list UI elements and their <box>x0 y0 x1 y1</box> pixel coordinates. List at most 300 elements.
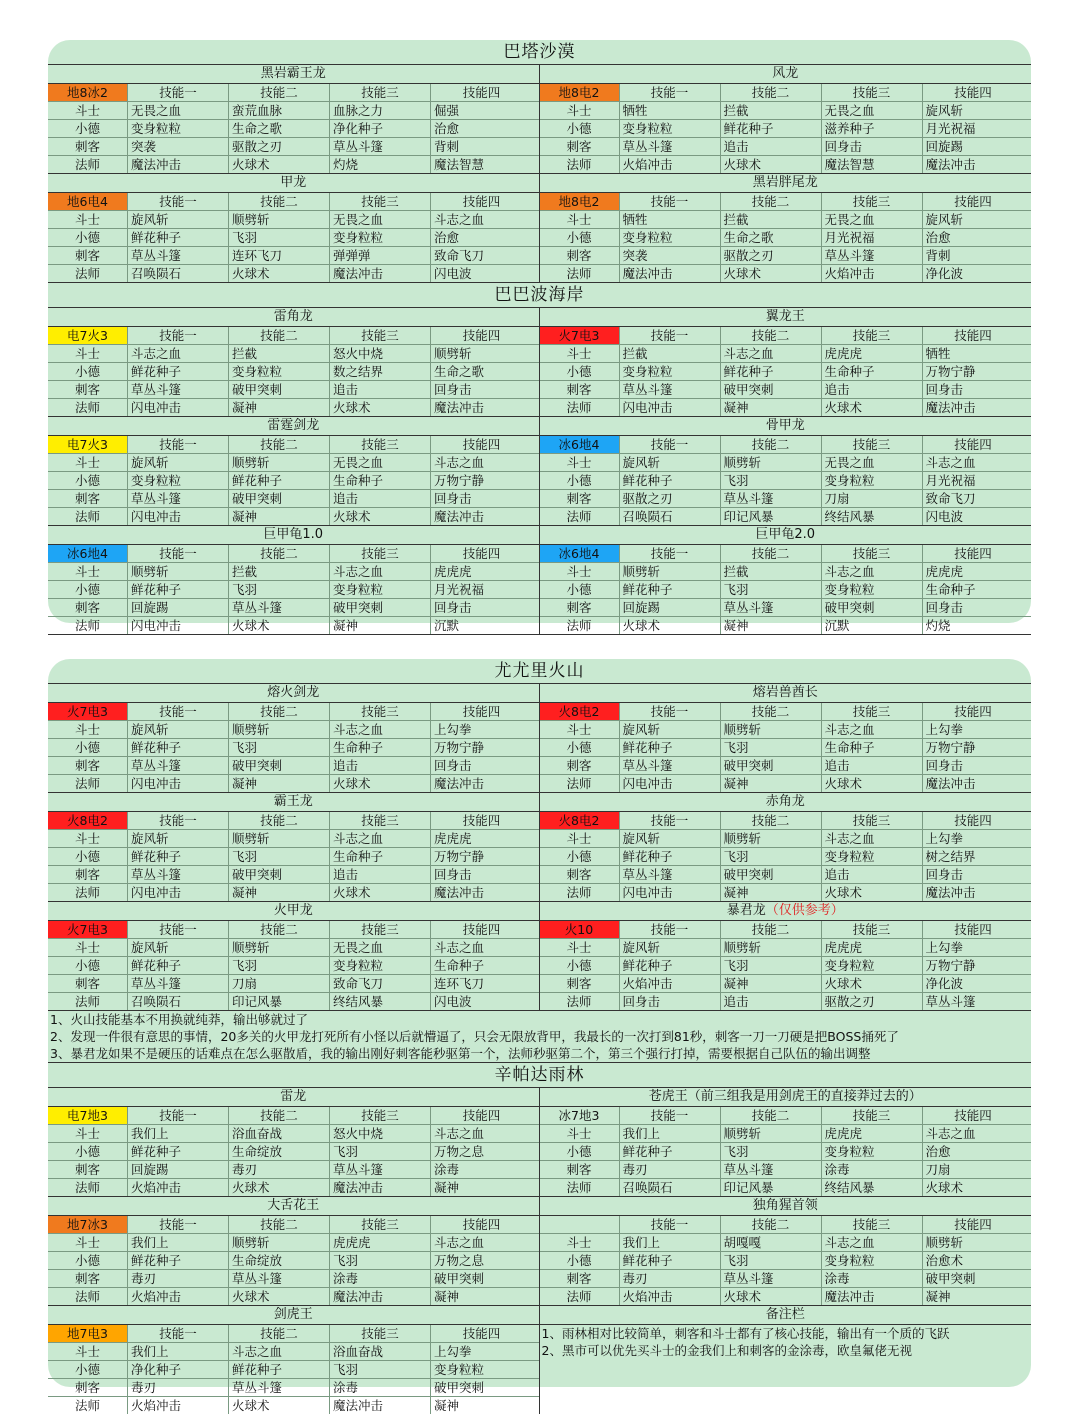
skill-cell: 拦截 <box>620 345 721 362</box>
skill-cell: 上勾拳 <box>925 831 964 846</box>
skill-cell: 万物宁静 <box>925 958 976 973</box>
skill-cell: 毒刃 <box>620 1270 721 1287</box>
skill-cell: 顺劈斩 <box>721 939 822 956</box>
skill-cell: 万物之息 <box>434 1144 485 1159</box>
skill-header: 技能三 <box>330 1216 431 1233</box>
skill-cell: 回身击 <box>434 600 472 615</box>
skill-cell: 万物宁静 <box>925 740 976 755</box>
boss-name-text: 黑岩霸王龙 <box>260 66 326 81</box>
class-name: 小德 <box>48 957 128 974</box>
class-name: 斗士 <box>540 345 620 362</box>
boss-table <box>48 308 540 416</box>
class-name: 斗士 <box>540 721 620 738</box>
skill-cell: 虎虎虎 <box>822 1125 923 1142</box>
class-row <box>48 866 539 884</box>
skills-header-row <box>48 921 539 939</box>
skill-header: 技能四 <box>954 194 992 209</box>
skill-cell: 追击 <box>721 138 822 155</box>
class-name: 小德 <box>48 739 128 756</box>
class-row <box>540 975 1032 993</box>
skill-cell: 治愈 <box>925 1144 951 1159</box>
element-tag: 地8冰2 <box>48 84 128 101</box>
skill-header: 技能一 <box>620 921 721 938</box>
skill-cell: 胡嘎嘎 <box>721 1234 822 1251</box>
skill-cell: 斗志之血 <box>721 345 822 362</box>
skill-cell: 破甲突刺 <box>721 757 822 774</box>
class-name: 小德 <box>48 120 128 137</box>
skill-cell: 月光祝福 <box>925 473 976 488</box>
skill-cell: 飞羽 <box>229 848 330 865</box>
skill-cell: 火球术 <box>925 1180 964 1195</box>
class-name: 斗士 <box>540 939 620 956</box>
class-row <box>48 1343 539 1361</box>
skill-cell: 斗志之血 <box>434 212 485 227</box>
skill-header: 技能三 <box>330 327 431 344</box>
skill-cell: 草丛斗篷 <box>620 757 721 774</box>
class-name: 法师 <box>540 993 620 1010</box>
skill-cell: 飞羽 <box>229 739 330 756</box>
class-row <box>48 1252 539 1270</box>
boss-name-text: 大舌花王 <box>267 1198 320 1213</box>
class-name: 法师 <box>48 775 128 792</box>
skill-cell: 生命之歌 <box>229 120 330 137</box>
boss-table <box>540 1088 1032 1196</box>
skill-cell: 鲜花种子 <box>128 848 229 865</box>
skill-cell: 草丛斗篷 <box>330 138 431 155</box>
class-name: 刺客 <box>540 247 620 264</box>
skill-cell: 召唤陨石 <box>128 265 229 282</box>
element-tag: 火7电3 <box>540 327 620 344</box>
class-row <box>48 138 539 156</box>
skill-cell: 鲜花种子 <box>128 363 229 380</box>
skill-cell: 魔法冲击 <box>434 400 485 415</box>
boss-row <box>48 417 1031 526</box>
skill-cell: 刀扇 <box>925 1162 951 1177</box>
skill-header: 技能二 <box>721 545 822 562</box>
class-name: 刺客 <box>48 247 128 264</box>
skill-cell: 顺劈斩 <box>128 563 229 580</box>
skill-header: 技能三 <box>330 84 431 101</box>
skills-header-row <box>540 436 1032 454</box>
skill-cell: 涂毒 <box>330 1379 431 1396</box>
skill-cell: 连环飞刀 <box>229 247 330 264</box>
skill-cell: 印记风暴 <box>721 508 822 525</box>
boss-table <box>540 1197 1032 1305</box>
skill-cell: 净化波 <box>925 266 964 281</box>
skill-cell: 万物宁静 <box>434 849 485 864</box>
class-name: 小德 <box>48 363 128 380</box>
skill-cell: 万物宁静 <box>434 473 485 488</box>
skill-cell: 驱散之刃 <box>822 993 923 1010</box>
skill-header: 技能一 <box>128 193 229 210</box>
skill-cell: 闪电冲击 <box>128 775 229 792</box>
skill-cell: 魔法冲击 <box>620 265 721 282</box>
skill-cell: 无畏之血 <box>330 939 431 956</box>
skill-header: 技能二 <box>721 812 822 829</box>
skill-cell: 我们上 <box>128 1234 229 1251</box>
skills-header-row <box>48 1107 539 1125</box>
note-line: 2、发现一件很有意思的事情，20多关的火甲龙打死所有小怪以后就懵逼了，只会无限放背甲，我最长的一次打到81秒，刺客一刀一刀硬是把BOSS捅死了 <box>50 1029 899 1044</box>
skill-cell: 魔法冲击 <box>434 776 485 791</box>
skills-header-row <box>48 545 539 563</box>
boss-name <box>540 684 1032 703</box>
class-row <box>540 399 1032 416</box>
skill-header: 技能四 <box>462 1326 501 1341</box>
skill-cell: 草丛斗篷 <box>128 247 229 264</box>
skill-cell: 魔法冲击 <box>434 885 485 900</box>
boss-name <box>540 902 1032 921</box>
class-name: 斗士 <box>48 1125 128 1142</box>
class-name: 刺客 <box>48 757 128 774</box>
boss-table <box>48 174 540 282</box>
class-row <box>540 508 1032 525</box>
skills-header-row <box>48 84 539 102</box>
skill-header: 技能三 <box>822 1216 923 1233</box>
skill-header: 技能一 <box>128 1216 229 1233</box>
skill-cell: 破甲突刺 <box>721 866 822 883</box>
skill-header: 技能三 <box>330 921 431 938</box>
boss-table <box>540 902 1032 1010</box>
skill-cell: 终结风暴 <box>822 1179 923 1196</box>
class-row <box>48 581 539 599</box>
skill-header: 技能二 <box>721 1107 822 1124</box>
region-title: 辛帕达雨林 <box>48 1063 1031 1088</box>
boss-name-text: 巨甲龟1.0 <box>263 527 324 542</box>
class-row <box>48 599 539 617</box>
skill-cell: 火球术 <box>822 884 923 901</box>
class-row <box>540 563 1032 581</box>
class-row <box>540 1288 1032 1305</box>
class-row <box>540 102 1032 120</box>
skill-cell: 召唤陨石 <box>620 1179 721 1196</box>
skill-cell: 魔法冲击 <box>925 400 976 415</box>
class-name: 法师 <box>540 775 620 792</box>
class-name: 刺客 <box>48 975 128 992</box>
boss-name-text: 黑岩胖尾龙 <box>752 175 818 190</box>
boss-name-text: 剑虎王 <box>273 1307 313 1322</box>
skill-cell: 鲜花种子 <box>620 957 721 974</box>
skill-header: 技能四 <box>462 1108 501 1123</box>
boss-table <box>540 174 1032 282</box>
skill-cell: 回旋踢 <box>128 599 229 616</box>
skill-cell: 火球术 <box>229 617 330 634</box>
skill-cell: 生命之歌 <box>721 229 822 246</box>
skill-cell: 树之结界 <box>925 849 976 864</box>
skill-cell: 斗志之血 <box>330 830 431 847</box>
skill-cell: 破甲突刺 <box>330 599 431 616</box>
boss-name-text: 雷霆剑龙 <box>267 418 320 433</box>
remark-line: 2、黑市可以优先买斗士的金我们上和刺客的金涂毒，欧皇氟佬无视 <box>541 1343 912 1358</box>
class-row <box>540 229 1032 247</box>
skill-cell: 顺劈斩 <box>229 939 330 956</box>
skill-cell: 背刺 <box>925 248 951 263</box>
skill-cell: 无畏之血 <box>822 102 923 119</box>
skill-header: 技能二 <box>229 545 330 562</box>
skill-header: 技能三 <box>330 1325 431 1342</box>
class-row <box>48 1143 539 1161</box>
skill-cell: 倔强 <box>434 103 460 118</box>
skill-cell: 旋风斩 <box>925 212 964 227</box>
skills-header-row <box>48 812 539 830</box>
class-name: 刺客 <box>540 1270 620 1287</box>
class-row <box>540 1270 1032 1288</box>
class-name: 刺客 <box>540 490 620 507</box>
skill-header: 技能四 <box>462 85 501 100</box>
class-row <box>48 1288 539 1305</box>
skill-cell: 草丛斗篷 <box>822 247 923 264</box>
class-row <box>540 957 1032 975</box>
class-name: 小德 <box>540 1143 620 1160</box>
boss-row <box>48 684 1031 793</box>
class-name: 刺客 <box>540 1161 620 1178</box>
skill-cell: 火焰冲击 <box>128 1179 229 1196</box>
class-row <box>48 247 539 265</box>
skill-cell: 驱散之刃 <box>721 247 822 264</box>
class-row <box>48 1397 539 1414</box>
skill-cell: 火球术 <box>330 508 431 525</box>
class-name: 刺客 <box>48 1161 128 1178</box>
skills-header-row <box>540 1216 1032 1234</box>
boss-name-text: 风龙 <box>772 66 799 81</box>
class-name: 法师 <box>48 508 128 525</box>
skill-header: 技能三 <box>330 812 431 829</box>
boss-name <box>48 684 539 703</box>
element-tag: 火8电2 <box>540 703 620 720</box>
boss-note: （仅供参考） <box>765 903 844 918</box>
skill-cell: 飞羽 <box>229 581 330 598</box>
class-row <box>540 381 1032 399</box>
skill-header: 技能二 <box>229 84 330 101</box>
skill-cell: 追击 <box>822 757 923 774</box>
skill-cell: 飞羽 <box>229 957 330 974</box>
skill-cell: 顺劈斩 <box>620 563 721 580</box>
skill-cell: 鲜花种子 <box>128 581 229 598</box>
skill-cell: 鲜花种子 <box>128 1143 229 1160</box>
boss-name <box>540 417 1032 436</box>
boss-table <box>540 526 1032 634</box>
skill-cell: 牺牲 <box>620 211 721 228</box>
skill-cell: 鲜花种子 <box>128 957 229 974</box>
boss-table <box>540 417 1032 525</box>
class-row <box>540 739 1032 757</box>
skill-cell: 飞羽 <box>330 1143 431 1160</box>
class-row <box>48 508 539 525</box>
skill-header: 技能一 <box>620 703 721 720</box>
skill-header: 技能二 <box>229 1325 330 1342</box>
skill-header: 技能三 <box>330 1107 431 1124</box>
skill-cell: 飞羽 <box>229 229 330 246</box>
skill-cell: 回身击 <box>925 382 964 397</box>
skill-header: 技能二 <box>721 921 822 938</box>
skill-cell: 净化种子 <box>330 120 431 137</box>
class-name: 法师 <box>48 265 128 282</box>
class-row <box>540 775 1032 792</box>
class-name: 小德 <box>48 1361 128 1378</box>
skill-cell: 火球术 <box>822 399 923 416</box>
skill-header: 技能二 <box>229 436 330 453</box>
skill-header: 技能一 <box>128 436 229 453</box>
boss-name <box>48 308 539 327</box>
class-name: 刺客 <box>48 1379 128 1396</box>
skill-cell: 我们上 <box>128 1343 229 1360</box>
skill-cell: 我们上 <box>620 1234 721 1251</box>
class-name: 小德 <box>48 1252 128 1269</box>
element-tag: 火7电3 <box>48 703 128 720</box>
skill-cell: 毒刃 <box>229 1161 330 1178</box>
skill-cell: 涂毒 <box>434 1162 460 1177</box>
class-row <box>48 363 539 381</box>
skill-cell: 拦截 <box>721 211 822 228</box>
skill-cell: 血脉之力 <box>330 102 431 119</box>
boss-name <box>48 1197 539 1216</box>
boss-name-text: 骨甲龙 <box>765 418 805 433</box>
skill-cell: 飞羽 <box>721 739 822 756</box>
skill-cell: 拦截 <box>721 102 822 119</box>
skill-cell: 万物之息 <box>434 1253 485 1268</box>
class-row <box>540 454 1032 472</box>
skill-cell: 变身粒粒 <box>620 229 721 246</box>
skills-header-row <box>48 1216 539 1234</box>
skill-header: 技能一 <box>128 1107 229 1124</box>
class-name: 法师 <box>48 993 128 1010</box>
skill-cell: 终结风暴 <box>822 508 923 525</box>
remark-title: 备注栏 <box>540 1306 1032 1325</box>
class-row <box>540 1252 1032 1270</box>
element-tag: 电7地3 <box>48 1107 128 1124</box>
skill-cell: 驱散之刃 <box>620 490 721 507</box>
skill-cell: 斗志之血 <box>434 1126 485 1141</box>
class-name: 刺客 <box>48 1270 128 1287</box>
skill-cell: 顺劈斩 <box>229 721 330 738</box>
skill-cell: 沉默 <box>822 617 923 634</box>
skill-cell: 万物宁静 <box>925 364 976 379</box>
class-row <box>48 1379 539 1397</box>
skill-cell: 旋风斩 <box>128 830 229 847</box>
class-name: 斗士 <box>48 939 128 956</box>
class-row <box>48 939 539 957</box>
skill-header: 技能四 <box>954 437 992 452</box>
class-name: 法师 <box>48 1288 128 1305</box>
skill-cell: 鲜花种子 <box>128 739 229 756</box>
skill-cell: 闪电冲击 <box>128 508 229 525</box>
skill-cell: 无畏之血 <box>822 211 923 228</box>
skill-cell: 草丛斗篷 <box>721 1161 822 1178</box>
skill-cell: 凝神 <box>721 775 822 792</box>
skill-cell: 飞羽 <box>721 1252 822 1269</box>
skill-cell: 浴血奋战 <box>330 1343 431 1360</box>
element-tag: 地8电2 <box>540 193 620 210</box>
skill-cell: 变身粒粒 <box>128 120 229 137</box>
skill-cell: 突袭 <box>620 247 721 264</box>
element-tag: 地7电3 <box>48 1325 128 1342</box>
skill-cell: 草丛斗篷 <box>925 994 976 1009</box>
skill-cell: 斗志之血 <box>822 721 923 738</box>
skill-cell: 斗志之血 <box>330 721 431 738</box>
skill-header: 技能一 <box>620 193 721 210</box>
skill-header: 技能四 <box>462 194 501 209</box>
class-row <box>48 757 539 775</box>
class-name: 刺客 <box>540 138 620 155</box>
boss-row <box>48 65 1031 174</box>
skills-header-row <box>540 193 1032 211</box>
panel-volcano-rainforest <box>48 659 1031 1413</box>
class-row <box>540 993 1032 1010</box>
class-name: 刺客 <box>48 381 128 398</box>
class-name: 法师 <box>540 1179 620 1196</box>
skill-cell: 生命种子 <box>822 739 923 756</box>
boss-table <box>48 417 540 525</box>
class-name: 小德 <box>48 848 128 865</box>
element-tag: 电7火3 <box>48 327 128 344</box>
boss-name <box>48 174 539 193</box>
skill-cell: 草丛斗篷 <box>128 490 229 507</box>
skill-cell: 顺劈斩 <box>229 830 330 847</box>
skill-cell: 虎虎虎 <box>822 345 923 362</box>
skill-header: 技能二 <box>229 193 330 210</box>
class-name: 斗士 <box>48 345 128 362</box>
boss-row <box>48 793 1031 902</box>
skill-cell: 顺劈斩 <box>721 721 822 738</box>
skill-cell: 追击 <box>822 866 923 883</box>
element-tag: 电7火3 <box>48 436 128 453</box>
skill-cell: 终结风暴 <box>330 993 431 1010</box>
skill-cell: 生命种子 <box>434 958 485 973</box>
skill-cell: 破甲突刺 <box>721 381 822 398</box>
class-name: 法师 <box>48 156 128 173</box>
class-row <box>540 939 1032 957</box>
skill-cell: 回身击 <box>434 867 472 882</box>
class-row <box>540 830 1032 848</box>
skill-cell: 鲜花种子 <box>620 739 721 756</box>
skill-cell: 变身粒粒 <box>229 363 330 380</box>
class-name: 斗士 <box>48 721 128 738</box>
class-name: 小德 <box>540 363 620 380</box>
class-row <box>540 265 1032 282</box>
class-name: 小德 <box>48 229 128 246</box>
boss-name-text: 雷龙 <box>280 1089 307 1104</box>
class-row <box>540 617 1032 634</box>
skill-cell: 回身击 <box>620 993 721 1010</box>
class-row <box>540 1161 1032 1179</box>
skill-cell: 火球术 <box>330 399 431 416</box>
skill-cell: 灼烧 <box>330 156 431 173</box>
class-name: 斗士 <box>540 563 620 580</box>
class-row <box>540 581 1032 599</box>
class-row <box>540 1179 1032 1196</box>
skill-cell: 草丛斗篷 <box>229 1379 330 1396</box>
skill-header: 技能四 <box>462 437 501 452</box>
skill-header: 技能二 <box>229 921 330 938</box>
class-name: 刺客 <box>540 381 620 398</box>
skill-header: 技能四 <box>954 85 992 100</box>
boss-row <box>48 1306 1031 1414</box>
class-row <box>48 884 539 901</box>
class-name: 斗士 <box>48 102 128 119</box>
skill-header: 技能二 <box>229 703 330 720</box>
skill-header: 技能三 <box>822 84 923 101</box>
skill-cell: 刀扇 <box>822 490 923 507</box>
skill-cell: 虎虎虎 <box>925 564 964 579</box>
skill-cell: 破甲突刺 <box>822 599 923 616</box>
skill-header: 技能三 <box>822 327 923 344</box>
class-name: 斗士 <box>48 211 128 228</box>
skill-cell: 草丛斗篷 <box>128 381 229 398</box>
class-name: 小德 <box>540 120 620 137</box>
skill-cell: 火球术 <box>229 1179 330 1196</box>
class-row <box>540 345 1032 363</box>
skill-header: 技能二 <box>721 436 822 453</box>
skill-cell: 净化波 <box>925 976 964 991</box>
